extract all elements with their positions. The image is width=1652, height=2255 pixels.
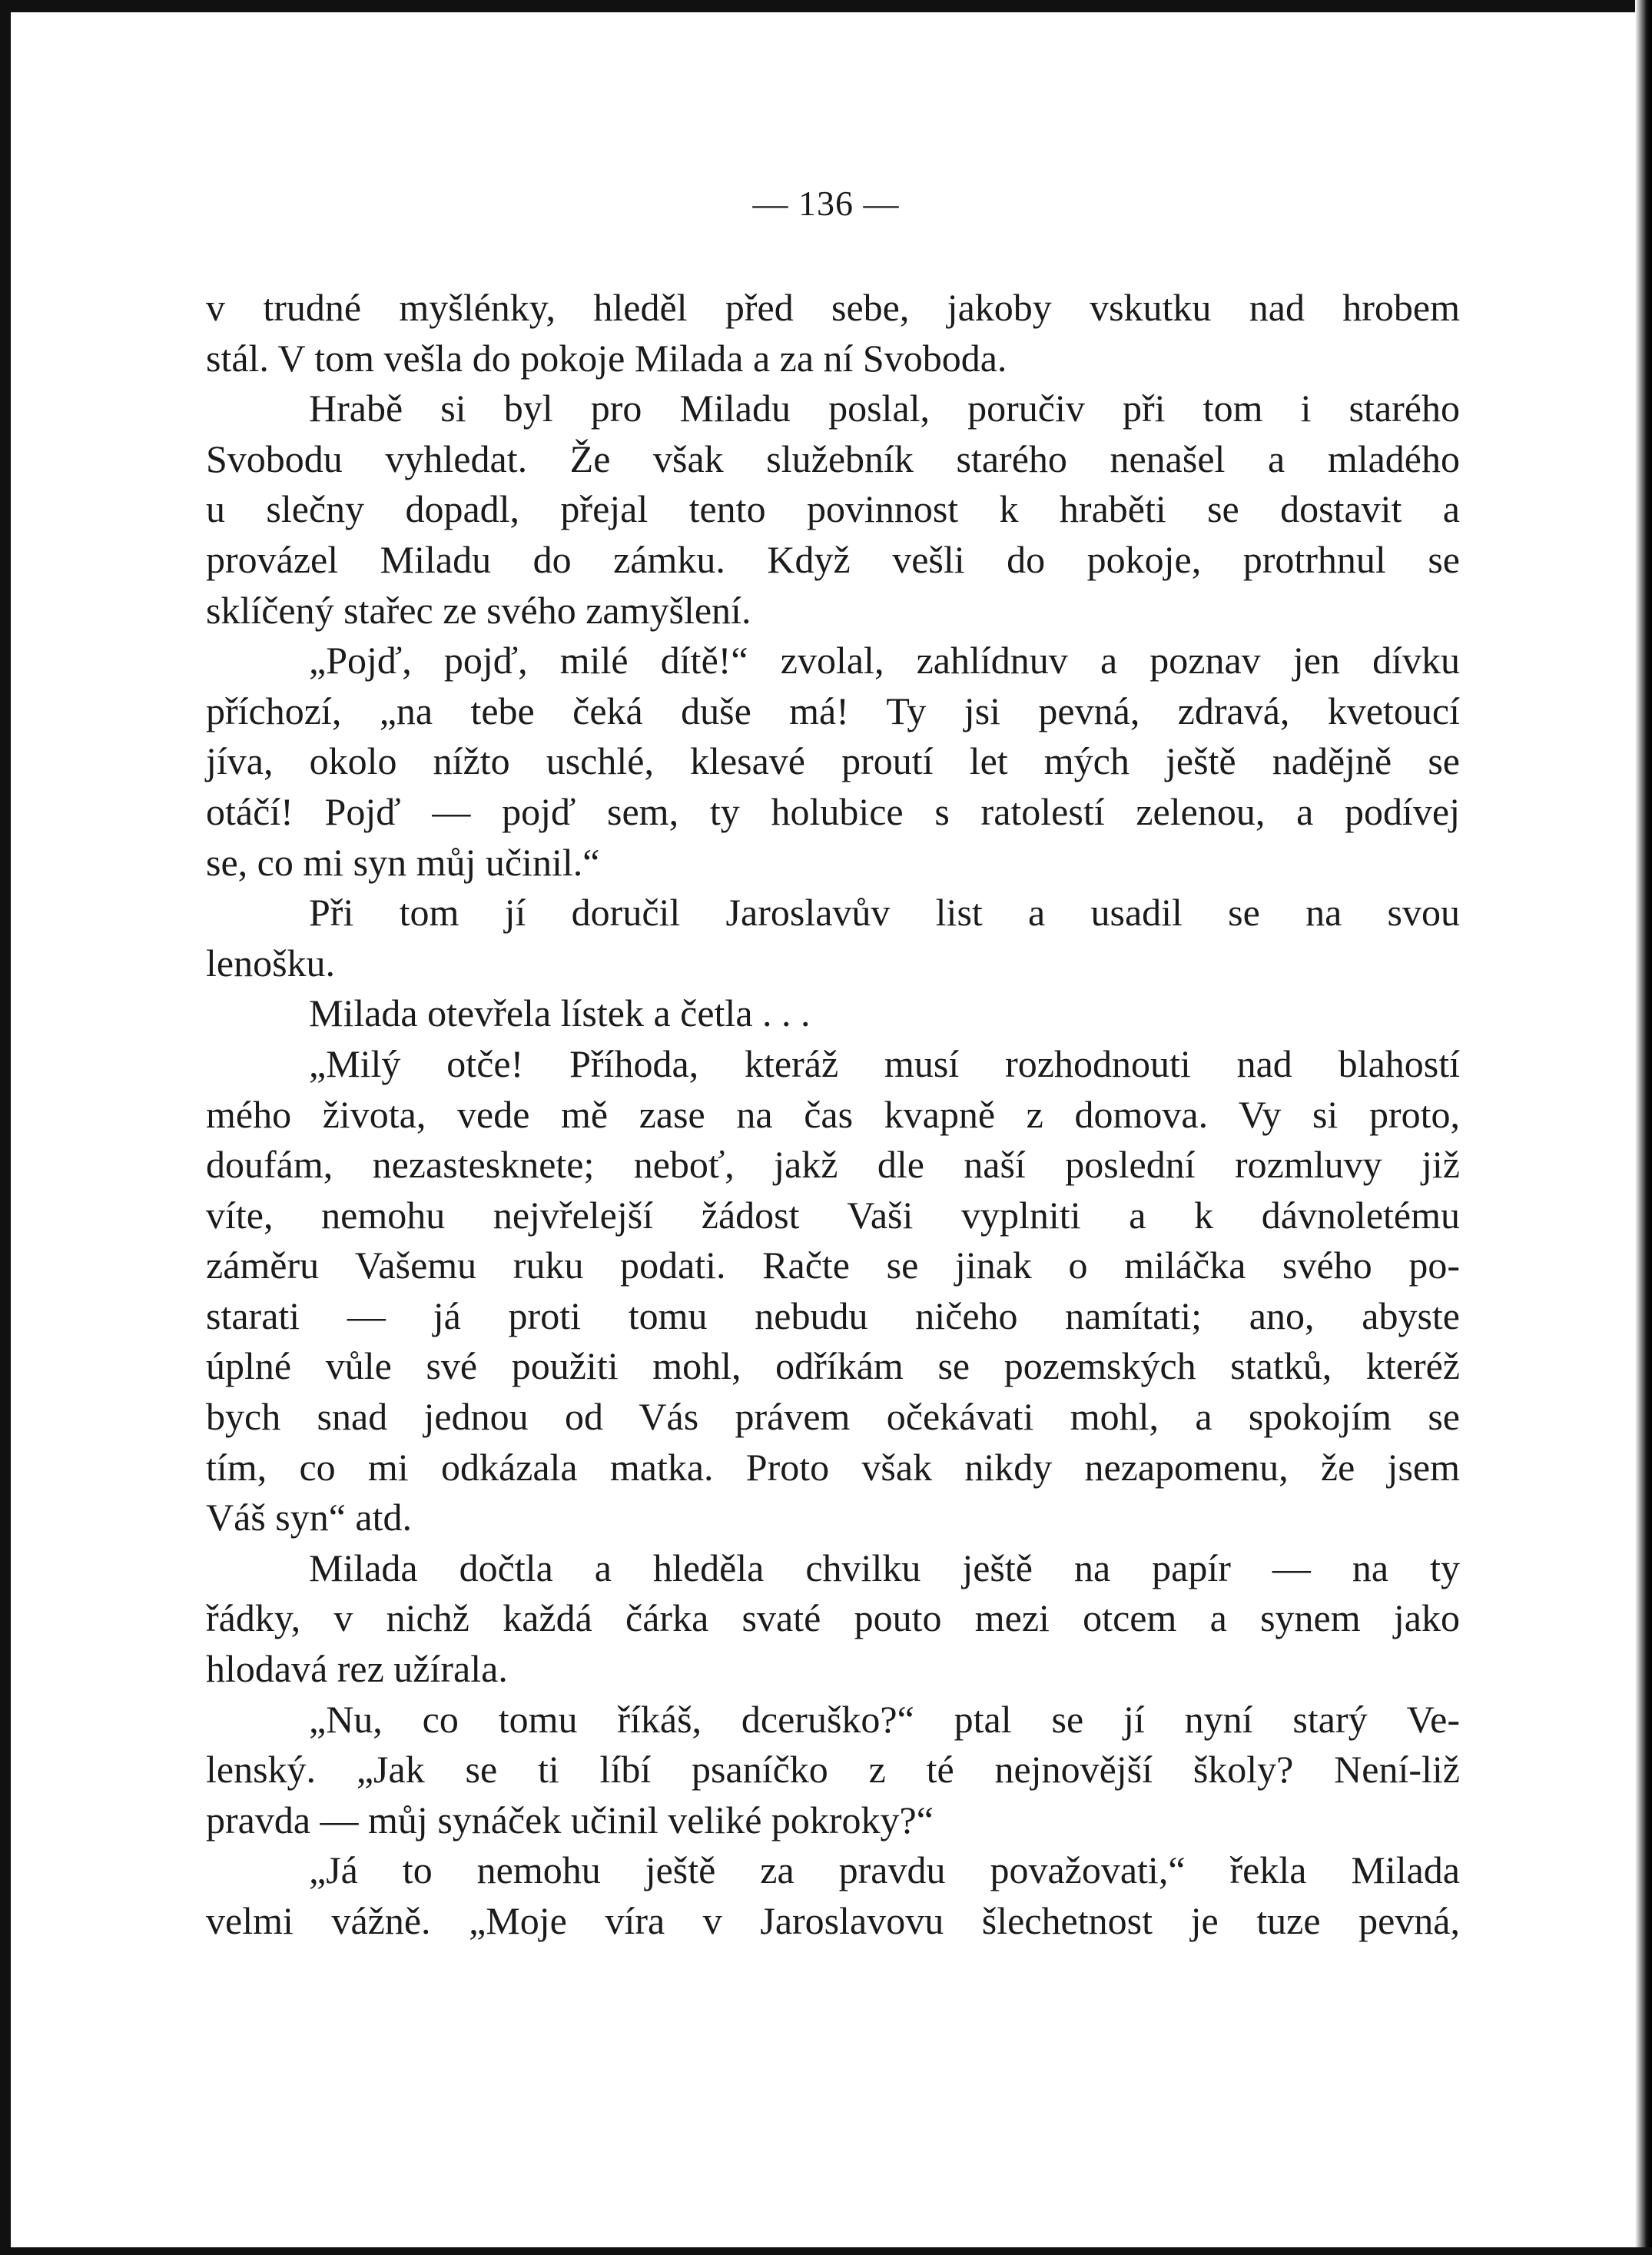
- text-line: u slečny dopadl, přejal tento povinnost k hraběti se dostavit a: [206, 487, 1460, 531]
- text-line: otáčí! Pojď — pojď sem, ty holubice s ratolestí zelenou, a podívej: [206, 789, 1460, 833]
- scan-border-right: [1635, 0, 1652, 2255]
- text-line: Váš syn“ atd.: [206, 1496, 412, 1539]
- text-line: lenský. „Jak se ti líbí psaníčko z té nejnovější školy? Není-liž: [206, 1748, 1460, 1792]
- text-line: sklíčený stařec ze svého zamyšlení.: [206, 588, 751, 632]
- text-line: Milada otevřela lístek a četla . . .: [309, 991, 811, 1035]
- text-line: Svobodu vyhledat. Že však služebník starého nenašel a mladého: [206, 437, 1460, 480]
- text-line: úplné vůle své použiti mohl, odříkám se pozemských statků, kteréž: [206, 1344, 1460, 1388]
- scan-border-bottom: [0, 2247, 1652, 2255]
- text-line: pravda — můj synáček učinil veliké pokroky?“: [206, 1798, 934, 1842]
- text-line: „Já to nemohu ještě za pravdu považovati,“ řekla Milada: [309, 1848, 1460, 1892]
- text-line: bych snad jednou od Vás právem očekávati mohl, a spokojím se: [206, 1395, 1460, 1439]
- text-line: tím, co mi odkázala matka. Proto však nikdy nezapomenu, že jsem: [206, 1445, 1460, 1489]
- text-line: starati — já proti tomu nebudu ničeho namítati; ano, abyste: [206, 1294, 1460, 1337]
- text-line: víte, nemohu nejvřelejší žádost Vaši vyplniti a k dávnoletému: [206, 1193, 1460, 1237]
- text-line: v trudné myšlénky, hleděl před sebe, jakoby vskutku nad hrobem: [206, 286, 1460, 329]
- text-line: záměru Vašemu ruku podati. Račte se jinak o miláčka svého po-: [206, 1244, 1460, 1287]
- text-line: provázel Miladu do zámku. Když vešli do pokoje, protrhnul se: [206, 537, 1460, 581]
- text-line: Hrabě si byl pro Miladu poslal, poručiv při tom i starého: [309, 387, 1460, 430]
- text-line: Při tom jí doručil Jaroslavův list a usadil se na svou: [309, 891, 1460, 935]
- text-line: lenošku.: [206, 941, 336, 985]
- text-line: „Milý otče! Příhoda, kteráž musí rozhodnouti nad blahostí: [309, 1041, 1460, 1085]
- text-line: doufám, nezastesknete; neboť, jakž dle naší poslední rozmluvy již: [206, 1143, 1460, 1187]
- scan-border-left: [0, 0, 11, 2255]
- text-line: jíva, okolo nížto uschlé, klesavé proutí let mých ještě nadějně se: [206, 739, 1460, 783]
- text-line: „Pojď, pojď, milé dítě!“ zvolal, zahlídnuv a poznav jen dívku: [309, 639, 1460, 682]
- text-line: hlodavá rez užírala.: [206, 1647, 508, 1691]
- text-line: řádky, v nichž každá čárka svaté pouto mezi otcem a synem jako: [206, 1596, 1460, 1640]
- text-line: velmi vážně. „Moje víra v Jaroslavovu šlechetnost je tuze pevná,: [206, 1899, 1460, 1942]
- text-line: stál. V tom vešla do pokoje Milada a za ní Svoboda.: [206, 336, 1007, 380]
- page-number: — 136 —: [752, 184, 900, 223]
- scan-border-top: [0, 0, 1652, 12]
- text-line: mého života, vede mě zase na čas kvapně z domova. Vy si proto,: [206, 1092, 1460, 1136]
- text-line: „Nu, co tomu říkáš, dceruško?“ ptal se jí nyní starý Ve-: [309, 1697, 1460, 1741]
- text-line: příchozí, „na tebe čeká duše má! Ty jsi pevná, zdravá, kvetoucí: [206, 689, 1460, 732]
- text-line: se, co mi syn můj učinil.“: [206, 840, 600, 884]
- text-line: Milada dočtla a hleděla chvilku ještě na papír — na ty: [309, 1546, 1460, 1589]
- body-text: [206, 283, 1460, 1947]
